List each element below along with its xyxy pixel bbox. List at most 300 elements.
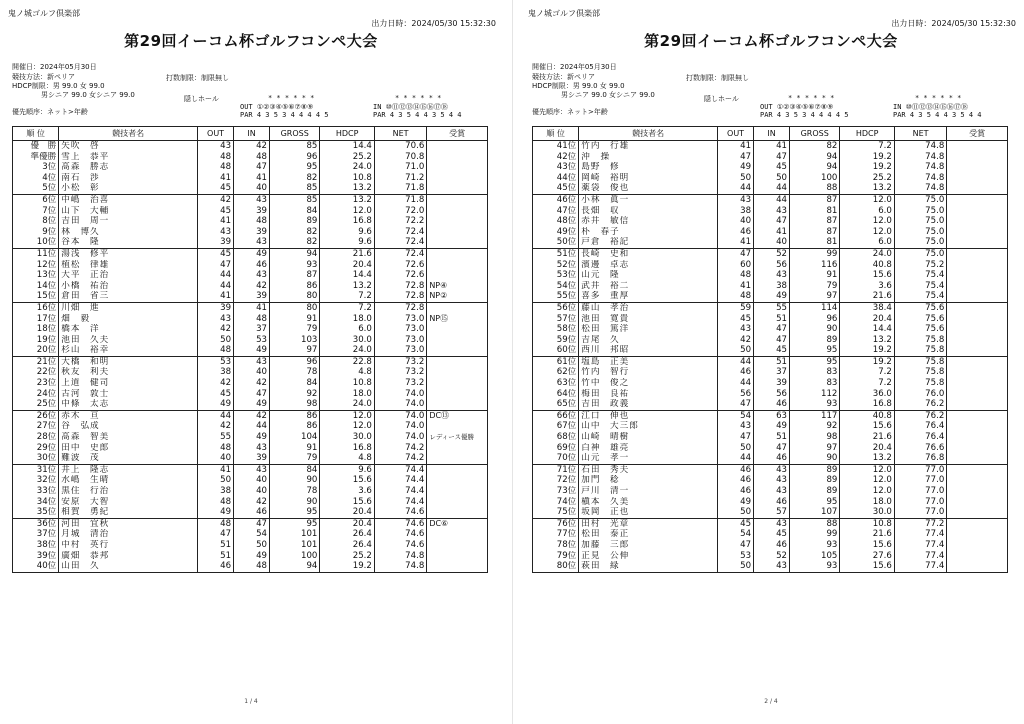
cell-hdcp: 10.8 bbox=[320, 173, 374, 184]
cell-gross-score: 95 bbox=[790, 497, 840, 508]
cell-gross-score: 103 bbox=[270, 335, 320, 346]
cell-player-name: 上道 健司 bbox=[59, 378, 198, 389]
cell-gross-score: 89 bbox=[790, 486, 840, 497]
cell-out-score: 45 bbox=[198, 183, 234, 194]
table-row bbox=[13, 206, 488, 217]
cell-out-score: 46 bbox=[718, 227, 754, 238]
cell-gross-score: 105 bbox=[790, 551, 840, 562]
cell-player-name: 田村 光章 bbox=[579, 518, 718, 529]
hdcp-limit-senior: 男シニア 99.0 女シニア 99.0 bbox=[41, 91, 135, 99]
cell-net-score: 75.0 bbox=[894, 194, 946, 205]
cell-out-score: 48 bbox=[198, 497, 234, 508]
cell-rank: 4位 bbox=[13, 173, 59, 184]
cell-hdcp: 9.6 bbox=[320, 237, 374, 248]
cell-player-name: 髙森 勝志 bbox=[59, 162, 198, 173]
cell-net-score: 76.8 bbox=[894, 453, 946, 464]
cell-award bbox=[947, 464, 1008, 475]
cell-award bbox=[947, 540, 1008, 551]
cell-net-score: 75.8 bbox=[894, 367, 946, 378]
cell-rank: 51位 bbox=[533, 248, 579, 259]
cell-player-name: 月城 清治 bbox=[59, 529, 198, 540]
table-row bbox=[533, 421, 1008, 432]
cell-player-name: 小林 眞一 bbox=[579, 194, 718, 205]
cell-in-score: 43 bbox=[754, 270, 790, 281]
cell-in-score: 48 bbox=[234, 561, 270, 572]
cell-gross-score: 88 bbox=[790, 183, 840, 194]
cell-out-score: 44 bbox=[198, 410, 234, 421]
table-row bbox=[13, 356, 488, 367]
out-hole-numbers: OUT ①②③④⑤⑥⑦⑧⑨ bbox=[760, 102, 834, 111]
cell-award bbox=[947, 486, 1008, 497]
cell-rank: 5位 bbox=[13, 183, 59, 194]
cell-rank: 65位 bbox=[533, 399, 579, 410]
header-hdcp: HDCP bbox=[320, 127, 374, 141]
cell-hdcp: 30.0 bbox=[840, 507, 894, 518]
cell-out-score: 38 bbox=[198, 486, 234, 497]
cell-gross-score: 94 bbox=[270, 561, 320, 572]
cell-hdcp: 13.2 bbox=[840, 453, 894, 464]
cell-hdcp: 13.2 bbox=[840, 335, 894, 346]
cell-rank: 9位 bbox=[13, 227, 59, 238]
cell-award bbox=[427, 345, 488, 356]
cell-in-score: 47 bbox=[754, 443, 790, 454]
table-row bbox=[533, 216, 1008, 227]
cell-hdcp: 16.8 bbox=[320, 216, 374, 227]
cell-out-score: 50 bbox=[718, 345, 754, 356]
cell-gross-score: 95 bbox=[270, 507, 320, 518]
table-row bbox=[13, 410, 488, 421]
cell-in-score: 43 bbox=[754, 561, 790, 572]
cell-award bbox=[947, 314, 1008, 325]
cell-player-name: 廣畑 恭邦 bbox=[59, 551, 198, 562]
header-player-name: 競技者名 bbox=[579, 127, 718, 141]
cell-rank: 30位 bbox=[13, 453, 59, 464]
table-row bbox=[13, 281, 488, 292]
cell-player-name: 喜多 重厚 bbox=[579, 291, 718, 302]
cell-player-name: 加門 稔 bbox=[579, 475, 718, 486]
cell-award bbox=[427, 378, 488, 389]
header-gross: GROSS bbox=[790, 127, 840, 141]
cell-gross-score: 92 bbox=[270, 389, 320, 400]
cell-in-score: 37 bbox=[754, 367, 790, 378]
table-row bbox=[533, 324, 1008, 335]
cell-award bbox=[427, 152, 488, 163]
cell-in-score: 43 bbox=[234, 356, 270, 367]
cell-player-name: 植松 律雄 bbox=[59, 260, 198, 271]
cell-net-score: 75.8 bbox=[894, 356, 946, 367]
cell-net-score: 74.8 bbox=[894, 173, 946, 184]
cell-player-name: 水嶋 生晴 bbox=[59, 475, 198, 486]
in-par: PAR 4 3 5 4 4 3 5 4 4 bbox=[893, 111, 982, 119]
table-row bbox=[533, 345, 1008, 356]
cell-in-score: 42 bbox=[234, 410, 270, 421]
cell-hdcp: 3.6 bbox=[840, 281, 894, 292]
cell-rank: 32位 bbox=[13, 475, 59, 486]
cell-rank: 17位 bbox=[13, 314, 59, 325]
table-row bbox=[533, 540, 1008, 551]
cell-gross-score: 96 bbox=[270, 356, 320, 367]
cell-in-score: 41 bbox=[234, 173, 270, 184]
table-row bbox=[13, 399, 488, 410]
table-row bbox=[13, 551, 488, 562]
cell-in-score: 45 bbox=[754, 345, 790, 356]
cell-player-name: 田中 史郎 bbox=[59, 443, 198, 454]
cell-net-score: 73.0 bbox=[374, 314, 426, 325]
cell-in-score: 38 bbox=[754, 281, 790, 292]
cell-out-score: 44 bbox=[198, 281, 234, 292]
cell-rank: 24位 bbox=[13, 389, 59, 400]
cell-gross-score: 97 bbox=[270, 345, 320, 356]
cell-rank: 15位 bbox=[13, 291, 59, 302]
cell-net-score: 74.4 bbox=[374, 497, 426, 508]
cell-out-score: 39 bbox=[198, 302, 234, 313]
cell-gross-score: 93 bbox=[790, 561, 840, 572]
cell-player-name: 池田 久夫 bbox=[59, 335, 198, 346]
cell-rank: 52位 bbox=[533, 260, 579, 271]
cell-out-score: 47 bbox=[718, 540, 754, 551]
hdcp-limit: HDCP制限：男 99.0 女 99.0 bbox=[12, 82, 105, 90]
table-row bbox=[533, 162, 1008, 173]
cell-in-score: 43 bbox=[234, 237, 270, 248]
cell-out-score: 42 bbox=[198, 324, 234, 335]
cell-player-name: 雪上 恭平 bbox=[59, 152, 198, 163]
result-sheet-page-2 bbox=[526, 0, 1016, 724]
stroke-limit: 打数制限：制限無し bbox=[166, 74, 229, 82]
cell-out-score: 41 bbox=[718, 237, 754, 248]
cell-hdcp: 21.6 bbox=[840, 432, 894, 443]
cell-player-name: 塩島 正美 bbox=[579, 356, 718, 367]
cell-player-name: 安原 大智 bbox=[59, 497, 198, 508]
cell-hdcp: 7.2 bbox=[320, 302, 374, 313]
cell-rank: 6位 bbox=[13, 194, 59, 205]
cell-award bbox=[947, 389, 1008, 400]
cell-hdcp: 18.0 bbox=[840, 497, 894, 508]
cell-award bbox=[947, 291, 1008, 302]
cell-rank: 78位 bbox=[533, 540, 579, 551]
cell-player-name: 梅田 良祐 bbox=[579, 389, 718, 400]
cell-award bbox=[947, 183, 1008, 194]
header-gross: GROSS bbox=[270, 127, 320, 141]
cell-hdcp: 12.0 bbox=[840, 464, 894, 475]
table-row bbox=[13, 152, 488, 163]
competition-method: 競技方法：新ペリア bbox=[532, 73, 595, 81]
cell-award bbox=[427, 507, 488, 518]
cell-player-name: 吉尾 久 bbox=[579, 335, 718, 346]
in-hidden-stars: * * * * * * bbox=[395, 94, 442, 102]
cell-net-score: 74.2 bbox=[374, 453, 426, 464]
cell-in-score: 44 bbox=[754, 194, 790, 205]
cell-gross-score: 104 bbox=[270, 432, 320, 443]
cell-net-score: 73.0 bbox=[374, 335, 426, 346]
cell-award: レディース優勝 bbox=[427, 432, 488, 443]
cell-net-score: 70.8 bbox=[374, 152, 426, 163]
cell-player-name: 加藤 三郎 bbox=[579, 540, 718, 551]
cell-out-score: 47 bbox=[718, 248, 754, 259]
cell-out-score: 55 bbox=[198, 432, 234, 443]
cell-gross-score: 82 bbox=[270, 173, 320, 184]
cell-out-score: 49 bbox=[198, 399, 234, 410]
cell-gross-score: 101 bbox=[270, 529, 320, 540]
table-row bbox=[533, 270, 1008, 281]
cell-player-name: 戸川 清一 bbox=[579, 486, 718, 497]
cell-out-score: 45 bbox=[198, 248, 234, 259]
cell-award bbox=[427, 399, 488, 410]
table-row bbox=[533, 173, 1008, 184]
cell-out-score: 47 bbox=[718, 432, 754, 443]
cell-net-score: 75.0 bbox=[894, 206, 946, 217]
cell-out-score: 47 bbox=[198, 260, 234, 271]
cell-in-score: 51 bbox=[754, 356, 790, 367]
cell-in-score: 47 bbox=[234, 162, 270, 173]
cell-player-name: 槇本 久美 bbox=[579, 497, 718, 508]
cell-out-score: 50 bbox=[718, 173, 754, 184]
table-row bbox=[533, 291, 1008, 302]
table-row bbox=[13, 173, 488, 184]
cell-gross-score: 91 bbox=[790, 270, 840, 281]
cell-in-score: 49 bbox=[754, 291, 790, 302]
cell-award bbox=[427, 443, 488, 454]
club-name: 鬼ノ城ゴルフ倶楽部 bbox=[8, 9, 80, 18]
cell-award bbox=[427, 497, 488, 508]
cell-award bbox=[947, 141, 1008, 152]
cell-player-name: 藤山 孝治 bbox=[579, 302, 718, 313]
table-row bbox=[533, 260, 1008, 271]
table-row bbox=[13, 475, 488, 486]
cell-net-score: 75.8 bbox=[894, 335, 946, 346]
table-row bbox=[533, 141, 1008, 152]
cell-player-name: 中嶋 治喜 bbox=[59, 194, 198, 205]
cell-net-score: 75.8 bbox=[894, 345, 946, 356]
printed-timestamp: 出力日時：2024/05/30 15:32:30 bbox=[371, 19, 496, 28]
header-award: 受賞 bbox=[427, 127, 488, 141]
cell-gross-score: 95 bbox=[270, 162, 320, 173]
out-hole-numbers: OUT ①②③④⑤⑥⑦⑧⑨ bbox=[240, 102, 314, 111]
cell-gross-score: 83 bbox=[790, 367, 840, 378]
cell-hdcp: 26.4 bbox=[320, 529, 374, 540]
cell-rank: 55位 bbox=[533, 291, 579, 302]
cell-gross-score: 86 bbox=[270, 410, 320, 421]
cell-gross-score: 101 bbox=[270, 540, 320, 551]
cell-rank: 7位 bbox=[13, 206, 59, 217]
cell-hdcp: 12.0 bbox=[320, 421, 374, 432]
cell-net-score: 72.4 bbox=[374, 227, 426, 238]
out-holes-block bbox=[240, 94, 329, 120]
cell-net-score: 74.6 bbox=[374, 518, 426, 529]
cell-award bbox=[427, 561, 488, 572]
cell-gross-score: 89 bbox=[270, 216, 320, 227]
stroke-limit: 打数制限：制限無し bbox=[686, 74, 749, 82]
cell-award bbox=[947, 162, 1008, 173]
cell-rank: 26位 bbox=[13, 410, 59, 421]
cell-net-score: 77.0 bbox=[894, 475, 946, 486]
cell-hdcp: 14.4 bbox=[840, 324, 894, 335]
cell-out-score: 48 bbox=[718, 291, 754, 302]
cell-in-score: 45 bbox=[754, 529, 790, 540]
cell-gross-score: 87 bbox=[270, 270, 320, 281]
cell-out-score: 43 bbox=[198, 314, 234, 325]
cell-out-score: 50 bbox=[198, 335, 234, 346]
cell-in-score: 41 bbox=[234, 302, 270, 313]
header-out: OUT bbox=[718, 127, 754, 141]
cell-out-score: 45 bbox=[718, 518, 754, 529]
cell-award: NP④ bbox=[427, 281, 488, 292]
cell-in-score: 43 bbox=[754, 464, 790, 475]
cell-gross-score: 89 bbox=[790, 475, 840, 486]
cell-award bbox=[427, 475, 488, 486]
cell-in-score: 49 bbox=[754, 421, 790, 432]
cell-player-name: 長畑 収 bbox=[579, 206, 718, 217]
cell-net-score: 74.0 bbox=[374, 421, 426, 432]
cell-award bbox=[427, 367, 488, 378]
cell-in-score: 48 bbox=[234, 314, 270, 325]
table-row bbox=[533, 302, 1008, 313]
event-date: 開催日：2024年05月30日 bbox=[12, 63, 97, 71]
cell-hdcp: 12.0 bbox=[840, 227, 894, 238]
cell-hdcp: 7.2 bbox=[840, 367, 894, 378]
cell-award bbox=[427, 302, 488, 313]
cell-in-score: 44 bbox=[234, 421, 270, 432]
cell-in-score: 42 bbox=[234, 378, 270, 389]
cell-player-name: 難波 茂 bbox=[59, 453, 198, 464]
cell-out-score: 41 bbox=[198, 216, 234, 227]
cell-gross-score: 89 bbox=[790, 464, 840, 475]
cell-net-score: 73.0 bbox=[374, 324, 426, 335]
cell-player-name: 山元 隆 bbox=[579, 270, 718, 281]
cell-in-score: 42 bbox=[234, 497, 270, 508]
cell-player-name: 竹内 行雄 bbox=[579, 141, 718, 152]
in-par: PAR 4 3 5 4 4 3 5 4 4 bbox=[373, 111, 462, 119]
cell-hdcp: 16.8 bbox=[320, 443, 374, 454]
cell-rank: 31位 bbox=[13, 464, 59, 475]
cell-net-score: 77.0 bbox=[894, 507, 946, 518]
cell-hdcp: 12.0 bbox=[320, 206, 374, 217]
cell-in-score: 47 bbox=[754, 335, 790, 346]
table-row bbox=[533, 367, 1008, 378]
cell-out-score: 50 bbox=[198, 475, 234, 486]
cell-hdcp: 12.0 bbox=[840, 486, 894, 497]
cell-in-score: 43 bbox=[234, 443, 270, 454]
cell-player-name: 竹内 智行 bbox=[579, 367, 718, 378]
cell-player-name: 小松 彰 bbox=[59, 183, 198, 194]
cell-player-name: 山崎 晴樹 bbox=[579, 432, 718, 443]
cell-player-name: 井上 隆志 bbox=[59, 464, 198, 475]
cell-gross-score: 98 bbox=[270, 399, 320, 410]
cell-out-score: 54 bbox=[718, 529, 754, 540]
cell-gross-score: 100 bbox=[270, 551, 320, 562]
cell-award bbox=[947, 551, 1008, 562]
cell-player-name: 竹中 俊之 bbox=[579, 378, 718, 389]
cell-gross-score: 96 bbox=[270, 152, 320, 163]
cell-award bbox=[947, 378, 1008, 389]
page-fold-divider bbox=[512, 0, 513, 724]
cell-out-score: 42 bbox=[198, 421, 234, 432]
table-row bbox=[13, 216, 488, 227]
cell-in-score: 39 bbox=[234, 206, 270, 217]
table-row bbox=[13, 497, 488, 508]
cell-rank: 60位 bbox=[533, 345, 579, 356]
cell-hdcp: 14.4 bbox=[320, 270, 374, 281]
tournament-title: 第29回イーコム杯ゴルフコンペ大会 bbox=[644, 32, 898, 50]
cell-net-score: 74.0 bbox=[374, 410, 426, 421]
cell-gross-score: 78 bbox=[270, 486, 320, 497]
cell-in-score: 41 bbox=[754, 227, 790, 238]
table-row bbox=[13, 248, 488, 259]
cell-hdcp: 19.2 bbox=[840, 152, 894, 163]
cell-gross-score: 85 bbox=[270, 141, 320, 152]
cell-net-score: 74.6 bbox=[374, 529, 426, 540]
cell-in-score: 57 bbox=[754, 507, 790, 518]
cell-net-score: 74.2 bbox=[374, 443, 426, 454]
cell-hdcp: 25.2 bbox=[840, 173, 894, 184]
cell-out-score: 50 bbox=[718, 507, 754, 518]
table-row bbox=[533, 281, 1008, 292]
cell-player-name: 林 博久 bbox=[59, 227, 198, 238]
cell-award bbox=[427, 486, 488, 497]
header-hdcp: HDCP bbox=[840, 127, 894, 141]
cell-player-name: 赤井 敏信 bbox=[579, 216, 718, 227]
cell-out-score: 48 bbox=[198, 443, 234, 454]
table-row bbox=[13, 367, 488, 378]
cell-player-name: 西川 邦昭 bbox=[579, 345, 718, 356]
cell-in-score: 40 bbox=[234, 475, 270, 486]
header-rank: 順 位 bbox=[13, 127, 59, 141]
cell-out-score: 43 bbox=[718, 421, 754, 432]
cell-in-score: 47 bbox=[234, 389, 270, 400]
cell-out-score: 45 bbox=[198, 206, 234, 217]
cell-gross-score: 96 bbox=[790, 314, 840, 325]
cell-in-score: 49 bbox=[234, 248, 270, 259]
table-row bbox=[533, 497, 1008, 508]
cell-award bbox=[427, 248, 488, 259]
cell-in-score: 40 bbox=[754, 237, 790, 248]
cell-player-name: 白神 雄亮 bbox=[579, 443, 718, 454]
cell-award bbox=[947, 324, 1008, 335]
cell-out-score: 44 bbox=[718, 453, 754, 464]
cell-net-score: 76.4 bbox=[894, 432, 946, 443]
cell-award: DC⑬ bbox=[427, 410, 488, 421]
cell-award bbox=[947, 410, 1008, 421]
cell-gross-score: 82 bbox=[270, 227, 320, 238]
cell-net-score: 72.4 bbox=[374, 248, 426, 259]
table-row bbox=[533, 248, 1008, 259]
cell-award bbox=[427, 237, 488, 248]
table-row bbox=[533, 227, 1008, 238]
cell-rank: 10位 bbox=[13, 237, 59, 248]
cell-out-score: 46 bbox=[198, 561, 234, 572]
cell-in-score: 40 bbox=[234, 367, 270, 378]
cell-gross-score: 98 bbox=[790, 432, 840, 443]
table-row bbox=[13, 486, 488, 497]
cell-hdcp: 40.8 bbox=[840, 260, 894, 271]
header-award: 受賞 bbox=[947, 127, 1008, 141]
cell-hdcp: 20.4 bbox=[320, 518, 374, 529]
cell-rank: 12位 bbox=[13, 260, 59, 271]
cell-award bbox=[427, 206, 488, 217]
out-par: PAR 4 3 5 3 4 4 4 4 5 bbox=[240, 111, 329, 119]
cell-award bbox=[947, 216, 1008, 227]
table-row bbox=[533, 507, 1008, 518]
cell-net-score: 75.0 bbox=[894, 248, 946, 259]
cell-net-score: 75.6 bbox=[894, 314, 946, 325]
cell-hdcp: 27.6 bbox=[840, 551, 894, 562]
cell-gross-score: 88 bbox=[790, 518, 840, 529]
cell-award bbox=[427, 227, 488, 238]
result-sheet-page-1 bbox=[6, 0, 496, 724]
cell-gross-score: 112 bbox=[790, 389, 840, 400]
cell-player-name: 吉田 周一 bbox=[59, 216, 198, 227]
cell-award bbox=[947, 421, 1008, 432]
header-in: IN bbox=[754, 127, 790, 141]
